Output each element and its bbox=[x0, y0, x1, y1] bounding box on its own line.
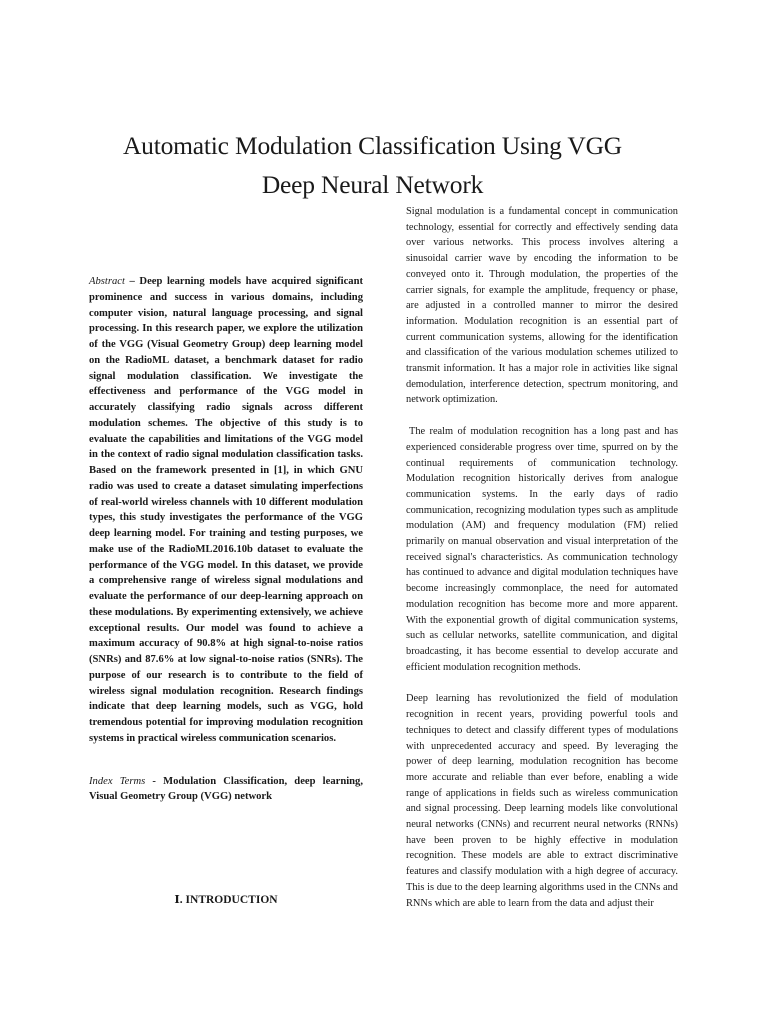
abstract bbox=[89, 274, 363, 747]
intro-paragraph-1: Signal modulation is a fundamental concept in communication technology, essential for correctly and effectively sending data over various networks. This process involves altering a sinusoidal carrier wave by encoding the information to be conveyed onto it. Through modulation, the properties of the carrier signals, for example the amplitude, frequency or phase, are adjusted in a controlled manner to mirror the desired information. Modulation recognition is an essential part of current communication systems, allowing for the identification and classification of the various modulation schemes utilized to transmit information. It has a major role in activities like signal demodulation, interference detection, spectrum monitoring, and network optimization. bbox=[406, 206, 678, 406]
index-terms bbox=[89, 774, 363, 806]
abstract-text: – Deep learning models have acquired significant prominence and success in various domains, including computer vision, natural language processing, and signal processing. In this research paper, we explore the utilization of the VGG (Visual Geometry Group) deep learning model on the RadioML dataset, a benchmark dataset for radio signal modulation classification. We investigate the effectiveness and performance of the VGG model in accurately classifying radio signals across different modulation schemes. The objective of this study is to evaluate the capabilities and limitations of the VGG model in the context of radio signal modulation classification tasks. Based on the framework presented in [1], in which GNU radio was used to create a dataset simulating imperfections of real-world wireless channels with 10 different modulation types, this study investigates the performance of the VGG deep learning model. For training and testing purposes, we make use of the RadioML2016.10b dataset to evaluate the performance of the VGG model. In this dataset, we provide a comprehensive range of wireless signal modulations and evaluate the performance of our deep-learning approach on these modulations. By experimenting extensively, we achieve exceptional results. Our model was found to achieve a maximum accuracy of 90.8% at high signal-to-noise ratios (SNRs) and 87.6% at low signal-to-noise ratios (SNRs). The purpose of our research is to contribute to the field of wireless signal modulation recognition. Research findings indicate that deep learning models, such as VGG, hold tremendous potential for improving modulation recognition systems in practical wireless communication scenarios. bbox=[89, 276, 363, 744]
title-line-2: Deep Neural Network bbox=[261, 170, 484, 199]
left-column bbox=[89, 274, 363, 805]
title-line-1: Automatic Modulation Classification Using VGG bbox=[122, 131, 623, 160]
abstract-label: Abstract bbox=[89, 276, 125, 287]
paper-title bbox=[100, 126, 645, 204]
index-terms-label: Index Terms bbox=[89, 775, 146, 787]
intro-paragraph-2: The realm of modulation recognition has a long past and has experienced considerable progress over time, spurred on by the continual requirements of communication technology. Modulation recognition historically derives from analogue communication systems. In the early days of radio communication, recognizing modulation types such as amplitude modulation (AM) and frequency modulation (FM) relied primarily on manual observation and visual interpretation of the received signal's characteristics. As communication technology has continued to advance and digital modulation techniques have become increasingly commonplace, the need for automated modulation recognition has become more and more apparent. With the exponential growth of digital communication systems, such as cellular networks, satellite communication, and digital broadcasting, it has become essential to develop accurate and efficient modulation recognition methods. bbox=[406, 426, 678, 673]
intro-paragraph-3: Deep learning has revolutionized the field of modulation recognition in recent years, providing powerful tools and techniques to detect and classify different types of modulations with unprecedented accuracy and speed. By leveraging the power of deep learning, modulation recognition has become more accurate and reliable than ever before, enabling a wide range of applications in fields such as wireless communication and signal processing. Deep learning models like convolutional neural networks (CNNs) and recurrent neural networks (RNNs) have been proven to be highly effective in modulation recognition. These models are able to extract discriminative features and classify modulation with a high degree of accuracy. This is due to the deep learning algorithms used in the CNNs and RNNs which are able to learn from the data and adjust their bbox=[406, 693, 678, 909]
index-terms-text: - Modulation Classification, deep learning, Visual Geometry Group (VGG) network bbox=[89, 775, 363, 803]
right-column bbox=[406, 204, 678, 927]
section-heading-introduction: Ⅰ. INTRODUCTION bbox=[174, 894, 278, 906]
